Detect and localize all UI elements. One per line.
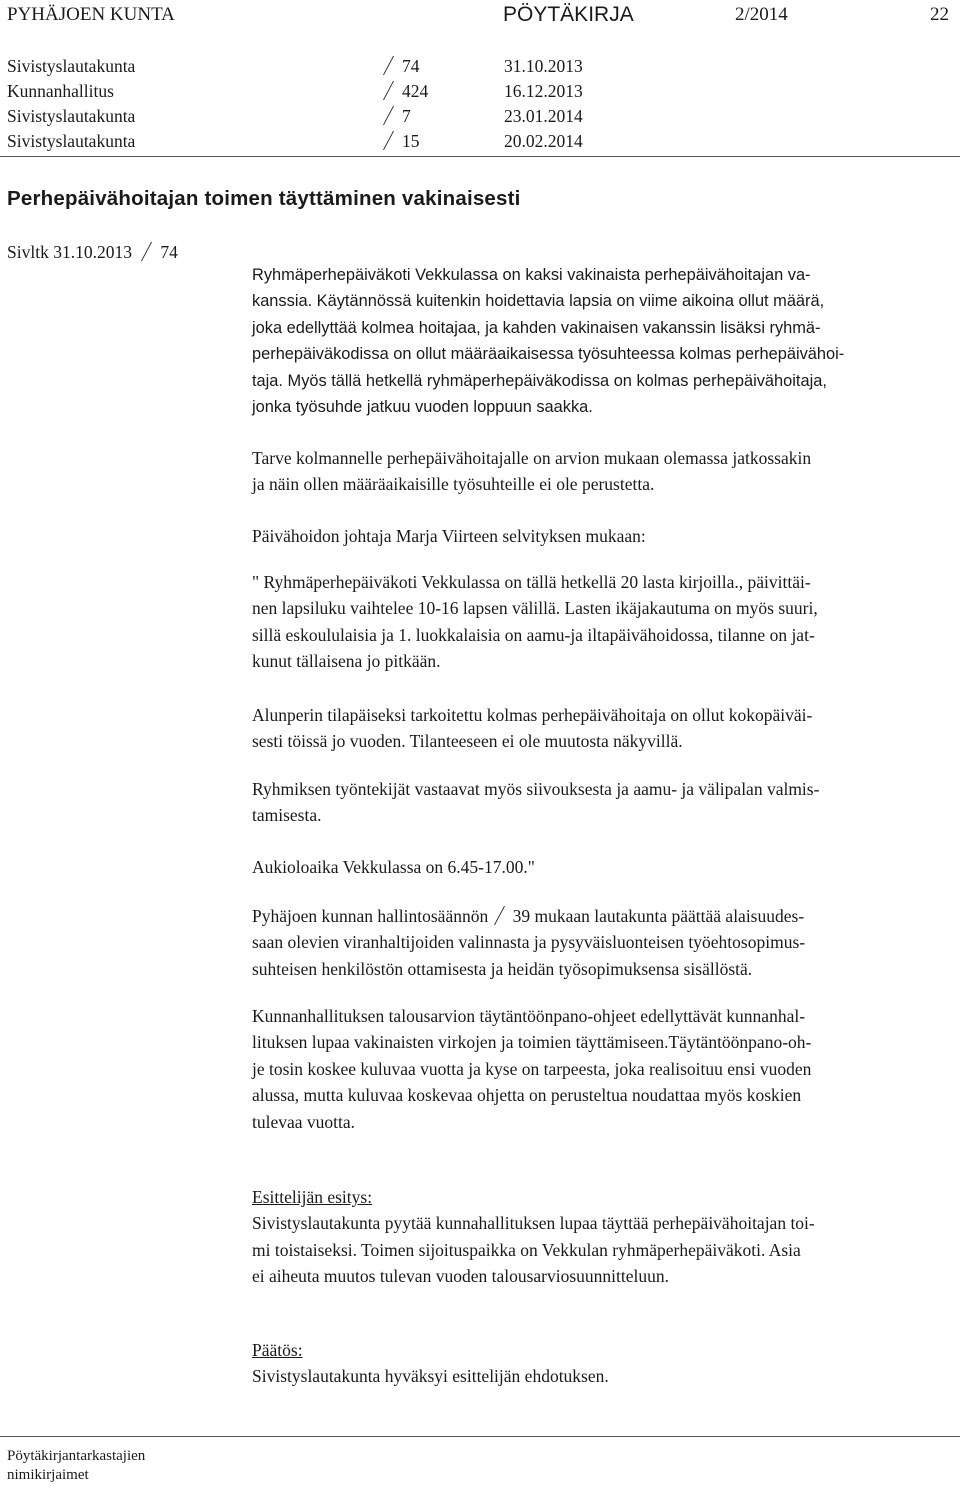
history-section: 7 bbox=[382, 106, 411, 127]
municipality-name: PYHÄJOEN KUNTA bbox=[7, 4, 175, 25]
header-divider bbox=[0, 156, 960, 157]
history-body: Sivistyslautakunta bbox=[7, 131, 136, 151]
paragraph-opening-hours: Aukioloaika Vekkulassa on 6.45-17.00." bbox=[252, 857, 535, 877]
decision-section: Päätös: Sivistyslautakunta hyväksyi esittelijän ehdotuksen. bbox=[252, 1337, 952, 1390]
history-body: Sivistyslautakunta bbox=[7, 56, 136, 76]
paragraph-budget-guidelines: Kunnanhallituksen talousarvion täytäntöönpano-ohjeet edellyttävät kunnanhal- lituksen lupaa vakinaisten virkojen ja toimien täyttämiseen.Täytäntöönpano-oh- je tosin koskee kuluvaa vuotta ja kyse on tarpeesta, joka realisoituu ensi vuoden alussa, mutta kuluvaa koskevaa ohjetta on perusteltua noudattaa myös koskien tulevaa vuotta. bbox=[252, 1006, 812, 1132]
proposal-section: Esittelijän esitys: Sivistyslautakunta pyytää kunnahallituksen lupaa täyttää perhepäivähoitajan toi- mi toistaiseksi. Toimen sijoituspaikka on Vekkulan ryhmäperhepäiväkoti. Asia ei aiheuta muutos tulevan vuoden talousarviosuunnitteluun. bbox=[252, 1184, 952, 1290]
paragraph-temporary: Alunperin tilapäiseksi tarkoitettu kolmas perhepäivähoitaja on ollut kokopäiväi- sesti töissä jo vuoden. Tilanteeseen ei ole muutosta näkyvillä. bbox=[252, 705, 813, 752]
paragraph-quote: " Ryhmäperhepäiväkoti Vekkulassa on tällä hetkellä 20 lasta kirjoilla., päivittäi- nen lapsiluku vaihtelee 10-16 lapsen välillä. Lasten ikäjakautuma on myös suuri, sillä eskoululaisia ja 1. luokkalaisia on aamu-ja iltapäivähoidossa, tilanne on jat- kunut tällaisena jo pitkään. bbox=[252, 572, 818, 672]
section-sign-icon bbox=[382, 56, 396, 75]
proposal-heading: Esittelijän esitys: bbox=[252, 1187, 373, 1207]
document-type: PÖYTÄKIRJA bbox=[503, 3, 634, 26]
page-number: 22 bbox=[930, 4, 949, 25]
decision-heading: Päätös: bbox=[252, 1340, 303, 1360]
page-title: Perhepäivähoitajan toimen täyttäminen vakinaisesti bbox=[7, 187, 521, 210]
section-sign-icon bbox=[382, 131, 396, 150]
paragraph-background: Ryhmäperhepäiväkoti Vekkulassa on kaksi vakinaista perhepäivähoitajan va- kanssia. Käytännössä kuitenkin hoidettavia lapsia on viime aikoina ollut määrä, joka edellyttää kolmea hoitajaa, ja kahden vakinaisen vakanssin lisäksi ryhmä- perhepäiväkodissa on ollut määräaikaisessa työsuhteessa kolmas perhepäivähoi- taja. Myös tällä hetkellä ryhmäperhepäiväkodissa on kolmas perhepäivähoitaja, jonka työsuhde jatkuu vuoden loppuun saakka. bbox=[252, 266, 845, 417]
paragraph-report-intro: Päivähoidon johtaja Marja Viirteen selvityksen mukaan: bbox=[252, 526, 646, 546]
section-sign-icon bbox=[382, 81, 396, 100]
footer-initials-label: Pöytäkirjantarkastajien nimikirjaimet bbox=[7, 1448, 146, 1483]
history-body: Sivistyslautakunta bbox=[7, 106, 136, 126]
history-date: 31.10.2013 bbox=[504, 56, 583, 76]
meeting-reference: Sivltk 31.10.2013 74 bbox=[7, 242, 178, 262]
section-sign-icon bbox=[382, 106, 396, 125]
issue-number: 2/2014 bbox=[735, 4, 788, 25]
history-section: 15 bbox=[382, 131, 420, 152]
history-date: 20.02.2014 bbox=[504, 131, 583, 151]
paragraph-duties: Ryhmiksen työntekijät vastaavat myös siivouksesta ja aamu- ja välipalan valmis- tamisesta. bbox=[252, 779, 820, 826]
paragraph-need: Tarve kolmannelle perhepäivähoitajalle on arvion mukaan olemassa jatkossakin ja näin ollen määräaikaisille työsuhteille ei ole perustetta. bbox=[252, 448, 812, 495]
section-sign-icon bbox=[493, 906, 507, 925]
history-date: 16.12.2013 bbox=[504, 81, 583, 101]
history-date: 23.01.2014 bbox=[504, 106, 583, 126]
section-sign-icon bbox=[140, 242, 154, 261]
history-section: 74 bbox=[382, 56, 420, 77]
history-section: 424 bbox=[382, 81, 428, 102]
paragraph-regulation: Pyhäjoen kunnan hallintosäännön 39 mukaan lautakunta päättää alaisuudes- saan olevien viranhaltijoiden valinnasta ja pysyväisluonteisen työehtosopimus- suhteisen henkilöstön ottamisesta ja heidän työsopimuksensa sisällöstä. bbox=[252, 906, 806, 979]
history-body: Kunnanhallitus bbox=[7, 81, 114, 101]
footer-divider bbox=[0, 1436, 960, 1437]
